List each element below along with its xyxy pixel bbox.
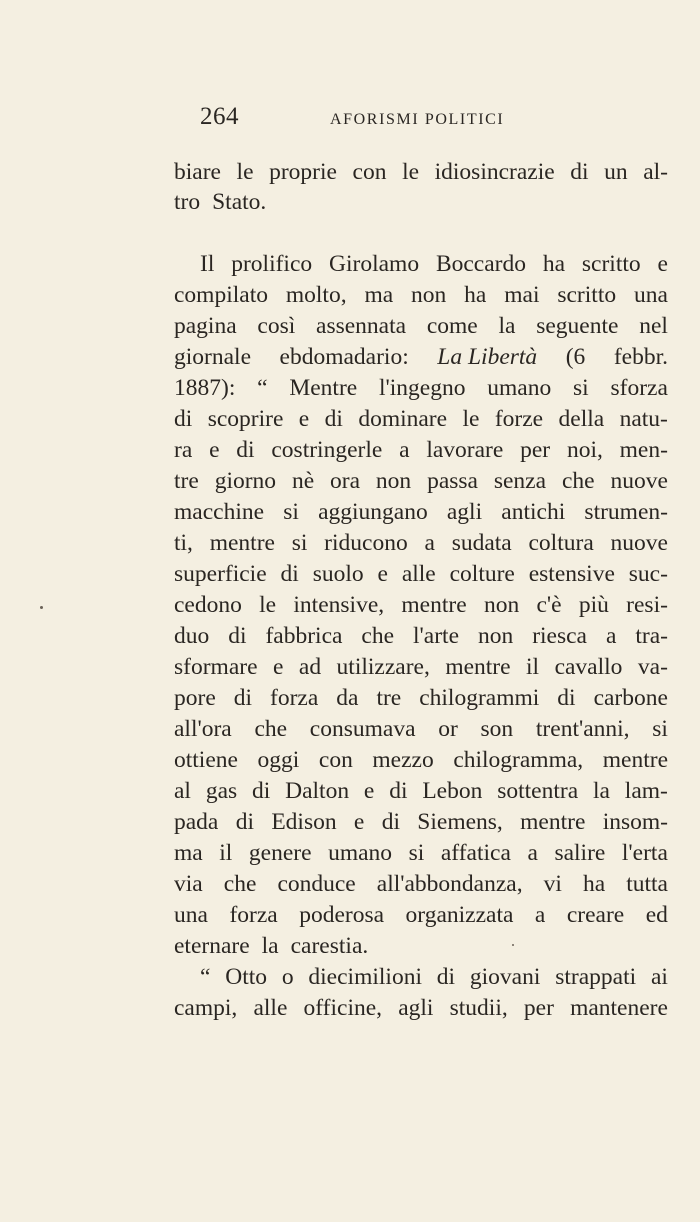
word: con [318, 747, 353, 773]
word: di [236, 437, 255, 463]
word: ma [364, 282, 394, 308]
word: “ [200, 964, 211, 990]
word: le [259, 592, 277, 618]
word: di [251, 778, 271, 804]
word: e [377, 561, 388, 587]
word: Girolamo [329, 251, 420, 277]
word: di [570, 159, 589, 185]
text-line [174, 311, 668, 341]
word: febbr. [613, 344, 668, 370]
word: giorno [214, 468, 277, 494]
word: umano [487, 375, 552, 401]
word: utilizzare, [336, 654, 430, 680]
word: di [324, 406, 343, 432]
word: ra [174, 437, 193, 463]
word: di [557, 685, 576, 711]
word: umano [328, 840, 393, 866]
word: tutta [626, 871, 668, 897]
word: chilogrammi [419, 685, 540, 711]
word: alle [401, 561, 436, 587]
word: si [408, 840, 425, 866]
word: e [363, 778, 375, 804]
word: tro [174, 189, 201, 215]
word: via [174, 871, 203, 897]
text-line [174, 187, 668, 217]
word: oggi [257, 747, 300, 773]
word: organizzata [405, 902, 514, 928]
word: scritto [581, 251, 641, 277]
word: molto, [285, 282, 347, 308]
word: così [257, 313, 296, 339]
word: a [605, 623, 617, 649]
word: mentre [602, 747, 668, 773]
word: e [298, 406, 310, 432]
word: forze [494, 406, 544, 432]
word: conduce [277, 871, 356, 897]
text-line [174, 838, 668, 868]
word: ha [464, 282, 487, 308]
word: ma [174, 840, 203, 866]
word: come [426, 313, 478, 339]
text-line [174, 466, 668, 496]
text-line [200, 249, 668, 279]
italic-title: La Libertà [437, 344, 538, 370]
word: per [523, 995, 554, 1021]
word: Otto [225, 964, 268, 990]
text-line [174, 683, 668, 713]
word: al [174, 778, 191, 804]
word: chilogramma, [453, 747, 584, 773]
word: diecimilioni [308, 964, 422, 990]
word: creare [566, 902, 625, 928]
word: si [652, 716, 668, 742]
word: giovani [469, 964, 541, 990]
text-line [174, 404, 668, 434]
word: di [436, 964, 456, 990]
word: cavallo [554, 654, 623, 680]
word: campi, [174, 995, 238, 1021]
word: la [261, 933, 279, 959]
word: mantenere [570, 995, 668, 1021]
word: idiosincrazie [434, 159, 555, 185]
word: tre [376, 685, 402, 711]
word: sottentra [497, 778, 579, 804]
paper-speck [512, 944, 514, 946]
word: costringerle [271, 437, 383, 463]
word: noi, [566, 437, 603, 463]
word: gas [205, 778, 238, 804]
word: salire [554, 840, 606, 866]
word: mentre [209, 530, 275, 556]
word: si [291, 530, 308, 556]
word: nuove [610, 468, 668, 494]
text-line [174, 373, 668, 403]
word: biare [174, 159, 221, 185]
word: ora [330, 468, 361, 494]
word: or [438, 716, 458, 742]
word: suc- [628, 561, 668, 587]
word: proprie [269, 159, 337, 185]
word: superficie [174, 561, 267, 587]
word: e [209, 437, 220, 463]
running-head: AFORISMI POLITICI [330, 111, 505, 128]
word: vi [543, 871, 562, 897]
word: non [411, 282, 447, 308]
word: l'arte [413, 623, 459, 649]
word: le [236, 159, 254, 185]
word: o [281, 964, 294, 990]
word: sformare [174, 654, 258, 680]
text-line [174, 590, 668, 620]
text-line [174, 342, 668, 372]
word: lavorare [426, 437, 504, 463]
word: nel [639, 313, 668, 339]
word: l'erta [621, 840, 668, 866]
word: estensive [528, 561, 615, 587]
word: agli [446, 499, 483, 525]
word: nuove [610, 530, 668, 556]
word: “ [257, 375, 268, 401]
word: di [235, 809, 254, 835]
word: aggiungano [318, 499, 428, 525]
word: non [375, 468, 412, 494]
text-line [174, 559, 668, 589]
word: Il [200, 251, 215, 277]
word: mentre [445, 654, 511, 680]
word: che [223, 871, 257, 897]
word: son [480, 716, 514, 742]
word: mai [504, 282, 540, 308]
text-line [174, 869, 668, 899]
word: carestia. [290, 933, 369, 959]
word: tra- [635, 623, 668, 649]
word: una [633, 282, 668, 308]
word: macchine [174, 499, 265, 525]
word: ad [298, 654, 322, 680]
word: mentre [401, 592, 467, 618]
word: scoprire [207, 406, 284, 432]
word: sforza [610, 375, 668, 401]
word: di [389, 778, 408, 804]
word: che [361, 623, 395, 649]
word: insom- [602, 809, 668, 835]
word: da [336, 685, 359, 711]
word: pagina [174, 313, 237, 339]
word: poderosa [299, 902, 385, 928]
word: e [272, 654, 284, 680]
word: duo [174, 623, 210, 649]
word: di [280, 561, 299, 587]
word: un [604, 159, 628, 185]
paper-speck [40, 606, 43, 609]
word: e [657, 251, 668, 277]
word: cedono [174, 592, 242, 618]
word: pore [174, 685, 216, 711]
word: all'ora [174, 716, 232, 742]
word: (6 [565, 344, 586, 370]
word: e [353, 809, 365, 835]
word: mentre [520, 809, 586, 835]
word: genere [248, 840, 312, 866]
word: studii, [449, 995, 508, 1021]
word: che [561, 468, 595, 494]
text-line [174, 776, 668, 806]
word: senza [493, 468, 547, 494]
word: trent'anni, [535, 716, 630, 742]
word: la [592, 778, 610, 804]
word: strumen- [584, 499, 668, 525]
word: con [352, 159, 387, 185]
word: strappati [555, 964, 637, 990]
word: va- [637, 654, 668, 680]
word: sudata [451, 530, 512, 556]
word: a [527, 840, 538, 866]
text-line [174, 280, 668, 310]
word: compilato [174, 282, 268, 308]
word: resi- [626, 592, 668, 618]
word: ed [645, 902, 668, 928]
word: Dalton [285, 778, 350, 804]
word: intensive, [293, 592, 385, 618]
word: a [399, 437, 410, 463]
word: ai [650, 964, 668, 990]
word: per [520, 437, 551, 463]
page-number: 264 [200, 103, 239, 130]
word: di [233, 685, 253, 711]
word: tre [174, 468, 199, 494]
word: il [526, 654, 540, 680]
word: nè [291, 468, 315, 494]
word: fabbrica [265, 623, 343, 649]
word: dominare [358, 406, 448, 432]
text-line [174, 497, 668, 527]
word: di [381, 809, 400, 835]
word: c'è [536, 592, 562, 618]
word: seguente [536, 313, 619, 339]
word: non [483, 592, 520, 618]
text-line [174, 621, 668, 651]
word: coltura [528, 530, 594, 556]
word: officine, [303, 995, 383, 1021]
word: più [578, 592, 609, 618]
word: a [424, 530, 435, 556]
word: una [174, 902, 208, 928]
word: assennata [316, 313, 407, 339]
text-line [174, 435, 668, 465]
word: la [498, 313, 516, 339]
word: le [462, 406, 480, 432]
word: riesca [532, 623, 587, 649]
word: Edison [271, 809, 337, 835]
word: prolifico [231, 251, 313, 277]
word: colture [449, 561, 515, 587]
word: 1887): [174, 375, 236, 401]
word: suolo [312, 561, 364, 587]
word: antichi [501, 499, 566, 525]
word: passa [427, 468, 478, 494]
word: Mentre [289, 375, 358, 401]
word: eternare [174, 933, 250, 959]
text-line [174, 900, 668, 930]
word: ottiene [174, 747, 238, 773]
word: agli [398, 995, 434, 1021]
word: ha [542, 251, 566, 277]
word: di [174, 406, 193, 432]
word: ti, [174, 530, 193, 556]
word: Stato. [212, 189, 267, 215]
word: men- [619, 437, 668, 463]
word: mezzo [372, 747, 434, 773]
word: carbone [593, 685, 668, 711]
text-line [174, 652, 668, 682]
word: che [254, 716, 288, 742]
text-line [200, 962, 668, 992]
word: forza [270, 685, 319, 711]
word: si [573, 375, 589, 401]
word: ebdomadario: [279, 344, 409, 370]
word: alle [253, 995, 288, 1021]
word: natu- [619, 406, 668, 432]
word: forza [229, 902, 278, 928]
word: le [402, 159, 420, 185]
word: di [228, 623, 247, 649]
word: scritto [557, 282, 617, 308]
text-line [174, 528, 668, 558]
word: l'ingegno [379, 375, 466, 401]
word: ha [582, 871, 606, 897]
page-header [174, 103, 668, 135]
word: giornale [174, 344, 251, 370]
word: a [534, 902, 546, 928]
word: non [477, 623, 514, 649]
word: Boccardo [435, 251, 526, 277]
word: della [558, 406, 605, 432]
word: Lebon [422, 778, 483, 804]
text-line [174, 931, 668, 961]
text-line [174, 157, 668, 187]
word: Siemens, [417, 809, 503, 835]
word: riducono [324, 530, 408, 556]
word: lam- [624, 778, 668, 804]
word: consumava [309, 716, 416, 742]
word: si [283, 499, 299, 525]
word: affatica [440, 840, 511, 866]
text-line [174, 807, 668, 837]
text-line [174, 714, 668, 744]
word: all'abbondanza, [376, 871, 523, 897]
word: al- [643, 159, 668, 185]
word: il [219, 840, 233, 866]
text-line [174, 993, 668, 1023]
word: pada [174, 809, 219, 835]
text-line [174, 745, 668, 775]
